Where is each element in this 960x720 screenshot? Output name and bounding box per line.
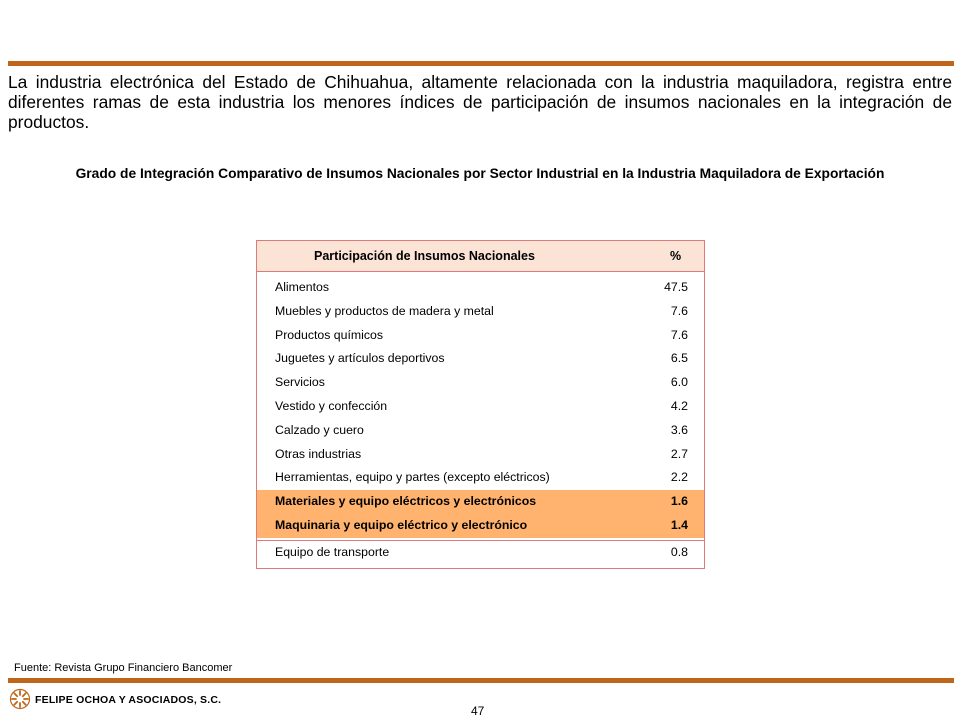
row-value: 6.0: [670, 375, 688, 390]
table-row: [257, 300, 704, 324]
row-category: Herramientas, equipo y partes (excepto eléctricos): [275, 470, 550, 485]
table-row-highlighted: [257, 490, 704, 514]
table-row: [257, 347, 704, 371]
row-value: 3.6: [670, 422, 688, 437]
row-value: 6.5: [670, 351, 688, 366]
top-divider: [8, 61, 954, 66]
row-value: 4.2: [670, 398, 688, 413]
table-row: [257, 419, 704, 443]
integration-table: [256, 240, 705, 569]
row-value: 47.5: [664, 280, 688, 294]
row-category: Juguetes y artículos deportivos: [275, 351, 445, 366]
table-row: [257, 540, 704, 564]
page-number: 47: [471, 704, 485, 718]
table-header: [257, 241, 704, 272]
row-category: Maquinaria y equipo eléctrico y electrónico: [275, 517, 528, 532]
row-value: 1.6: [670, 494, 688, 509]
company-name: FELIPE OCHOA Y ASOCIADOS, S.C.: [35, 694, 222, 706]
row-category: Muebles y productos de madera y metal: [275, 303, 494, 318]
row-value: 1.4: [670, 517, 688, 532]
table-row: [257, 466, 704, 490]
table-row: [257, 371, 704, 395]
row-category: Productos químicos: [275, 327, 383, 342]
sunburst-logo-icon: [9, 688, 31, 710]
table-row: [257, 276, 704, 300]
table-body: [257, 276, 704, 564]
table-row: [257, 395, 704, 419]
row-value: 2.2: [670, 470, 688, 485]
row-category: Vestido y confección: [275, 398, 388, 413]
row-category: Materiales y equipo eléctricos y electrónicos: [275, 494, 537, 509]
table-title: Grado de Integración Comparativo de Insumos Nacionales por Sector Industrial en la Industria Maquiladora de Exportación: [75, 166, 885, 181]
row-category: Equipo de transporte: [275, 544, 390, 559]
table-row: [257, 324, 704, 348]
header-category: Participación de Insumos Nacionales: [314, 249, 535, 263]
source-note: Fuente: Revista Grupo Financiero Bancomer: [14, 662, 233, 674]
row-value: 2.7: [670, 446, 688, 461]
row-category: Otras industrias: [275, 446, 362, 461]
row-value: 0.8: [670, 544, 688, 559]
table-row-highlighted: [257, 514, 704, 538]
bottom-divider: [8, 678, 954, 683]
row-value: 7.6: [670, 327, 688, 342]
row-category: Servicios: [275, 375, 325, 390]
table-row: [257, 443, 704, 467]
row-category: Calzado y cuero: [275, 422, 364, 437]
intro-paragraph: La industria electrónica del Estado de Chihuahua, altamente relacionada con la industria maquiladora, registra entre diferentes ramas de esta industria los menores índices de participación de insumos nacionales en la integración de productos.: [8, 72, 952, 132]
header-percent: %: [670, 249, 682, 263]
row-value: 7.6: [670, 303, 688, 318]
row-category: Alimentos: [275, 280, 329, 294]
